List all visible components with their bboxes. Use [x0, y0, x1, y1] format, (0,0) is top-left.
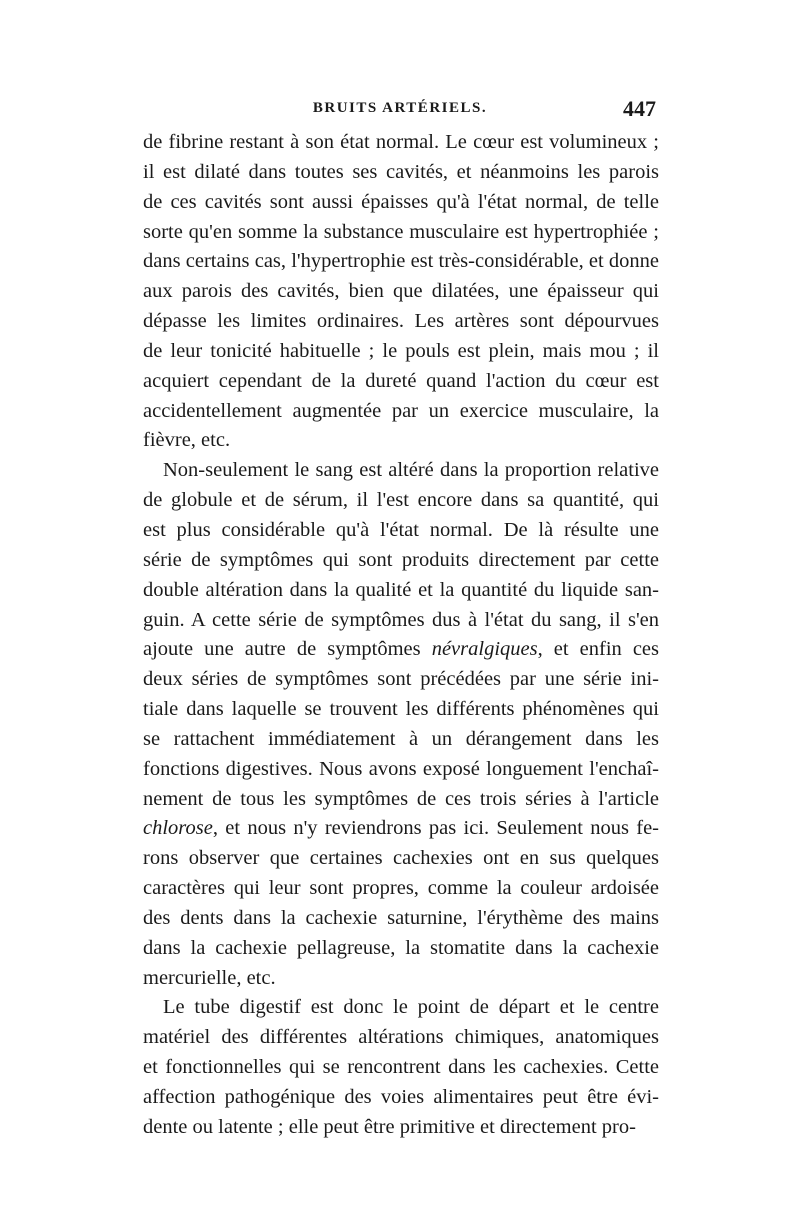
text-line [143, 218, 659, 248]
text-segment: nement de tous les symptômes de ces trois séries à l'article [143, 787, 659, 810]
text-line [143, 128, 659, 158]
text-segment: accidentellement augmentée par un exercice musculaire, la [143, 399, 659, 422]
text-line [143, 456, 659, 486]
text-segment: affection pathogénique des voies alimentaires peut être évi- [143, 1086, 659, 1108]
text-segment: mercurielle, etc. [143, 966, 276, 989]
text-line [143, 964, 659, 994]
text-line [143, 1113, 659, 1143]
text-segment: Non-seulement le sang est altéré dans la proportion relative [163, 459, 659, 482]
text-line [143, 1083, 659, 1113]
text-segment: de globule et de sérum, il l'est encore dans sa quantité, qui [143, 489, 659, 512]
text-line [143, 546, 659, 576]
running-head [140, 96, 660, 126]
text-line [143, 755, 659, 785]
text-line [143, 904, 659, 934]
text-segment: et fonctionnelles qui se rencontrent dans les cachexies. Cette [143, 1056, 659, 1079]
italic-term: chlorose [143, 817, 213, 840]
text-segment: rons observer que certaines cachexies ont en sus quelques [143, 847, 659, 870]
text-line [143, 307, 659, 337]
text-line [143, 247, 659, 277]
text-line [143, 1053, 659, 1083]
text-segment: ajoute une autre de symptômes [143, 638, 432, 661]
text-line [143, 785, 659, 815]
text-line [143, 516, 659, 546]
text-segment: sorte qu'en somme la substance musculaire est hypertrophiée ; [143, 220, 659, 243]
text-segment: acquiert cependant de la dureté quand l'action du cœur est [143, 369, 659, 392]
text-line [143, 367, 659, 397]
page-number: 447 [623, 96, 656, 121]
text-segment: de leur tonicité habituelle ; le pouls est plein, mais mou ; il [143, 339, 659, 362]
text-segment: série de symptômes qui sont produits directement par cette [143, 548, 659, 571]
text-line [143, 934, 659, 964]
text-segment: deux séries de symptômes sont précédées par une série ini- [143, 668, 659, 691]
running-title: BRUITS ARTÉRIELS. [312, 100, 488, 116]
text-line [143, 874, 659, 904]
text-segment: est plus considérable qu'à l'état normal. De là résulte une [143, 518, 659, 541]
text-line [143, 814, 659, 844]
text-segment: fièvre, etc. [143, 429, 231, 452]
text-line [143, 606, 659, 636]
text-line [143, 188, 659, 218]
text-segment: des dents dans la cachexie saturnine, l'érythème des mains [143, 906, 659, 929]
text-segment: dans certains cas, l'hypertrophie est très-considérable, et donne [143, 250, 659, 273]
text-segment: de fibrine restant à son état normal. Le cœur est volumineux ; [143, 131, 659, 153]
text-line [143, 426, 659, 456]
text-segment: se rattachent immédiatement à un dérangement dans les [143, 727, 659, 750]
text-segment: de ces cavités sont aussi épaisses qu'à l'état normal, de telle [143, 190, 659, 213]
paragraph [143, 128, 659, 456]
text-line [143, 665, 659, 695]
text-line [143, 725, 659, 755]
text-line [143, 158, 659, 188]
text-segment: tiale dans laquelle se trouvent les différents phénomènes qui [143, 698, 659, 721]
text-segment: Le tube digestif est donc le point de départ et le centre [163, 996, 659, 1019]
text-segment: , et enfin ces [537, 638, 660, 661]
text-segment: dépasse les limites ordinaires. Les artères sont dépourvues [143, 310, 659, 333]
text-line [143, 486, 659, 516]
body-text [143, 128, 659, 1143]
text-segment: fonctions digestives. Nous avons exposé longuement l'enchaî- [143, 757, 659, 780]
text-line [143, 695, 659, 725]
text-segment: il est dilaté dans toutes ses cavités, et néanmoins les parois [143, 160, 659, 183]
text-line [143, 337, 659, 367]
text-segment: dente ou latente ; elle peut être primitive et directement pro- [143, 1115, 636, 1138]
text-segment: , et nous n'y reviendrons pas ici. Seulement nous fe- [212, 817, 659, 840]
text-segment: double altération dans la qualité et la quantité du liquide san- [143, 578, 659, 601]
text-line [143, 844, 659, 874]
italic-term: névralgiques [431, 638, 538, 661]
paragraph [143, 993, 659, 1142]
text-line [143, 397, 659, 427]
text-segment: caractères qui leur sont propres, comme la couleur ardoisée [143, 877, 659, 900]
paragraph [143, 456, 659, 993]
text-segment: guin. A cette série de symptômes dus à l'état du sang, il s'en [143, 608, 659, 631]
text-line [143, 576, 659, 606]
text-segment: matériel des différentes altérations chimiques, anatomiques [143, 1026, 659, 1049]
text-line [143, 635, 659, 665]
text-line [143, 993, 659, 1023]
text-segment: dans la cachexie pellagreuse, la stomatite dans la cachexie [143, 936, 659, 959]
text-segment: aux parois des cavités, bien que dilatées, une épaisseur qui [143, 280, 659, 303]
text-line [143, 1023, 659, 1053]
text-line [143, 277, 659, 307]
